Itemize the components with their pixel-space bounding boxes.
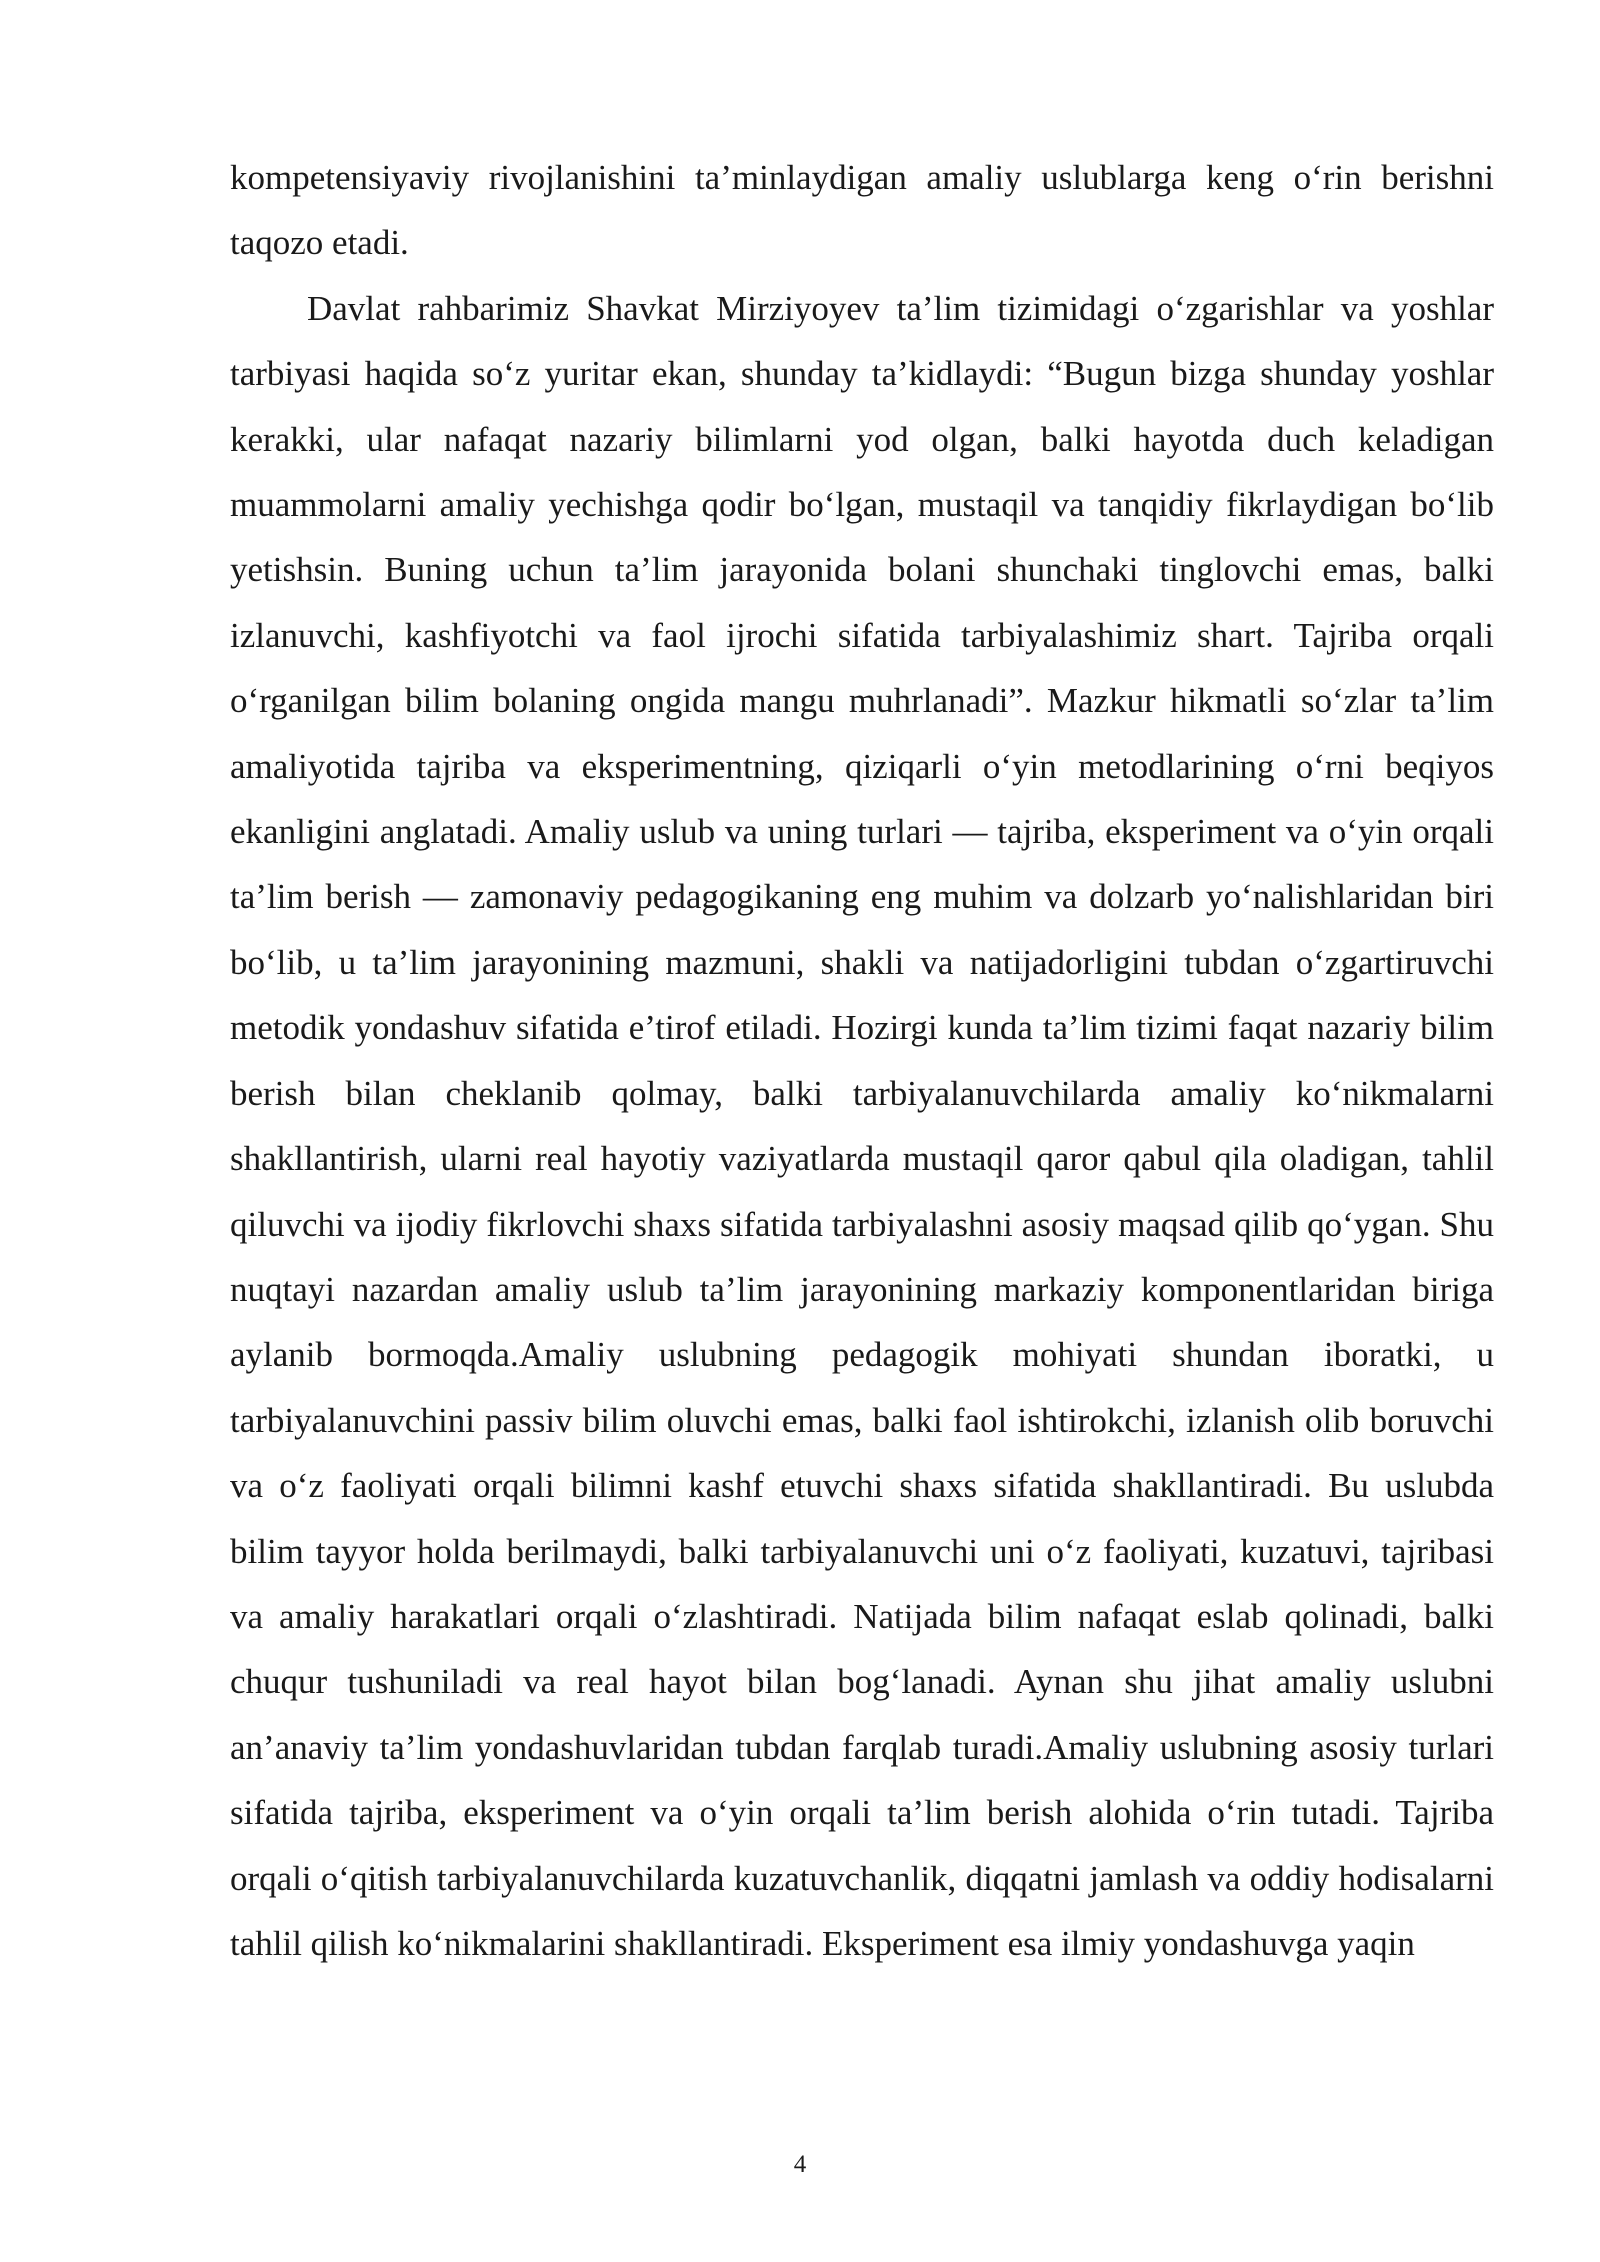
page-number: 4 (793, 2151, 807, 2178)
document-body (230, 145, 1494, 1976)
paragraph-continuation: kompetensiyaviy rivojlanishini ta’minlaydigan amaliy uslublarga keng o‘rin berishni taqozo etadi. (230, 158, 1494, 263)
paragraph-main: Davlat rahbarimiz Shavkat Mirziyoyev ta’lim tizimidagi o‘zgarishlar va yoshlar tarbiyasi haqida so‘z yuritar ekan, shunday ta’kidlaydi: “Bugun bizga shunday yoshlar kerakki, ular nafaqat nazariy bilimlarni yod olgan, balki hayotda duch keladigan muammolarni amaliy yechishga qodir bo‘lgan, mustaqil va tanqidiy fikrlaydigan bo‘lib yetishsin. Buning uchun ta’lim jarayonida bolani shunchaki tinglovchi emas, balki izlanuvchi, kashfiyotchi va faol ijrochi sifatida tarbiyalashimiz shart. Tajriba orqali o‘rganilgan bilim bolaning ongida mangu muhrlanadi”. Mazkur hikmatli so‘zlar ta’lim amaliyotida tajriba va eksperimentning, qiziqarli o‘yin metodlarining o‘rni beqiyos ekanligini anglatadi. Amaliy uslub va uning turlari — tajriba, eksperiment va o‘yin orqali ta’lim berish — zamonaviy pedagogikaning eng muhim va dolzarb yo‘nalishlaridan biri bo‘lib, u ta’lim jarayonining mazmuni, shakli va natijadorligini tubdan o‘zgartiruvchi metodik yondashuv sifatida e’tirof etiladi. Hozirgi kunda ta’lim tizimi faqat nazariy bilim berish bilan cheklanib qolmay, balki tarbiyalanuvchilarda amaliy ko‘nikmalarni shakllantirish, ularni real hayotiy vaziyatlarda mustaqil qaror qabul qila oladigan, tahlil qiluvchi va ijodiy fikrlovchi shaxs sifatida tarbiyalashni asosiy maqsad qilib qo‘ygan. Shu nuqtayi nazardan amaliy uslub ta’lim jarayonining markaziy komponentlaridan biriga aylanib bormoqda.Amaliy uslubning pedagogik mohiyati shundan iboratki, u tarbiyalanuvchini passiv bilim oluvchi emas, balki faol ishtirokchi, izlanish olib boruvchi va o‘z faoliyati orqali bilimni kashf etuvchi shaxs sifatida shakllantiradi. Bu uslubda bilim tayyor holda berilmaydi, balki tarbiyalanuvchi uni o‘z faoliyati, kuzatuvi, tajribasi va amaliy harakatlari orqali o‘zlashtiradi. Natijada bilim nafaqat eslab qolinadi, balki chuqur tushuniladi va real hayot bilan bog‘lanadi. Aynan shu jihat amaliy uslubni an’anaviy ta’lim yondashuvlaridan tubdan farqlab turadi.Amaliy uslubning asosiy turlari sifatida tajriba, eksperiment va o‘yin orqali ta’lim berish alohida o‘rin tutadi. Tajriba orqali o‘qitish tarbiyalanuvchilarda kuzatuvchanlik, diqqatni jamlash va oddiy hodisalarni tahlil qilish ko‘nikmalarini shakllantiradi. Eksperiment esa ilmiy yondashuvga yaqin (230, 288, 1494, 1963)
